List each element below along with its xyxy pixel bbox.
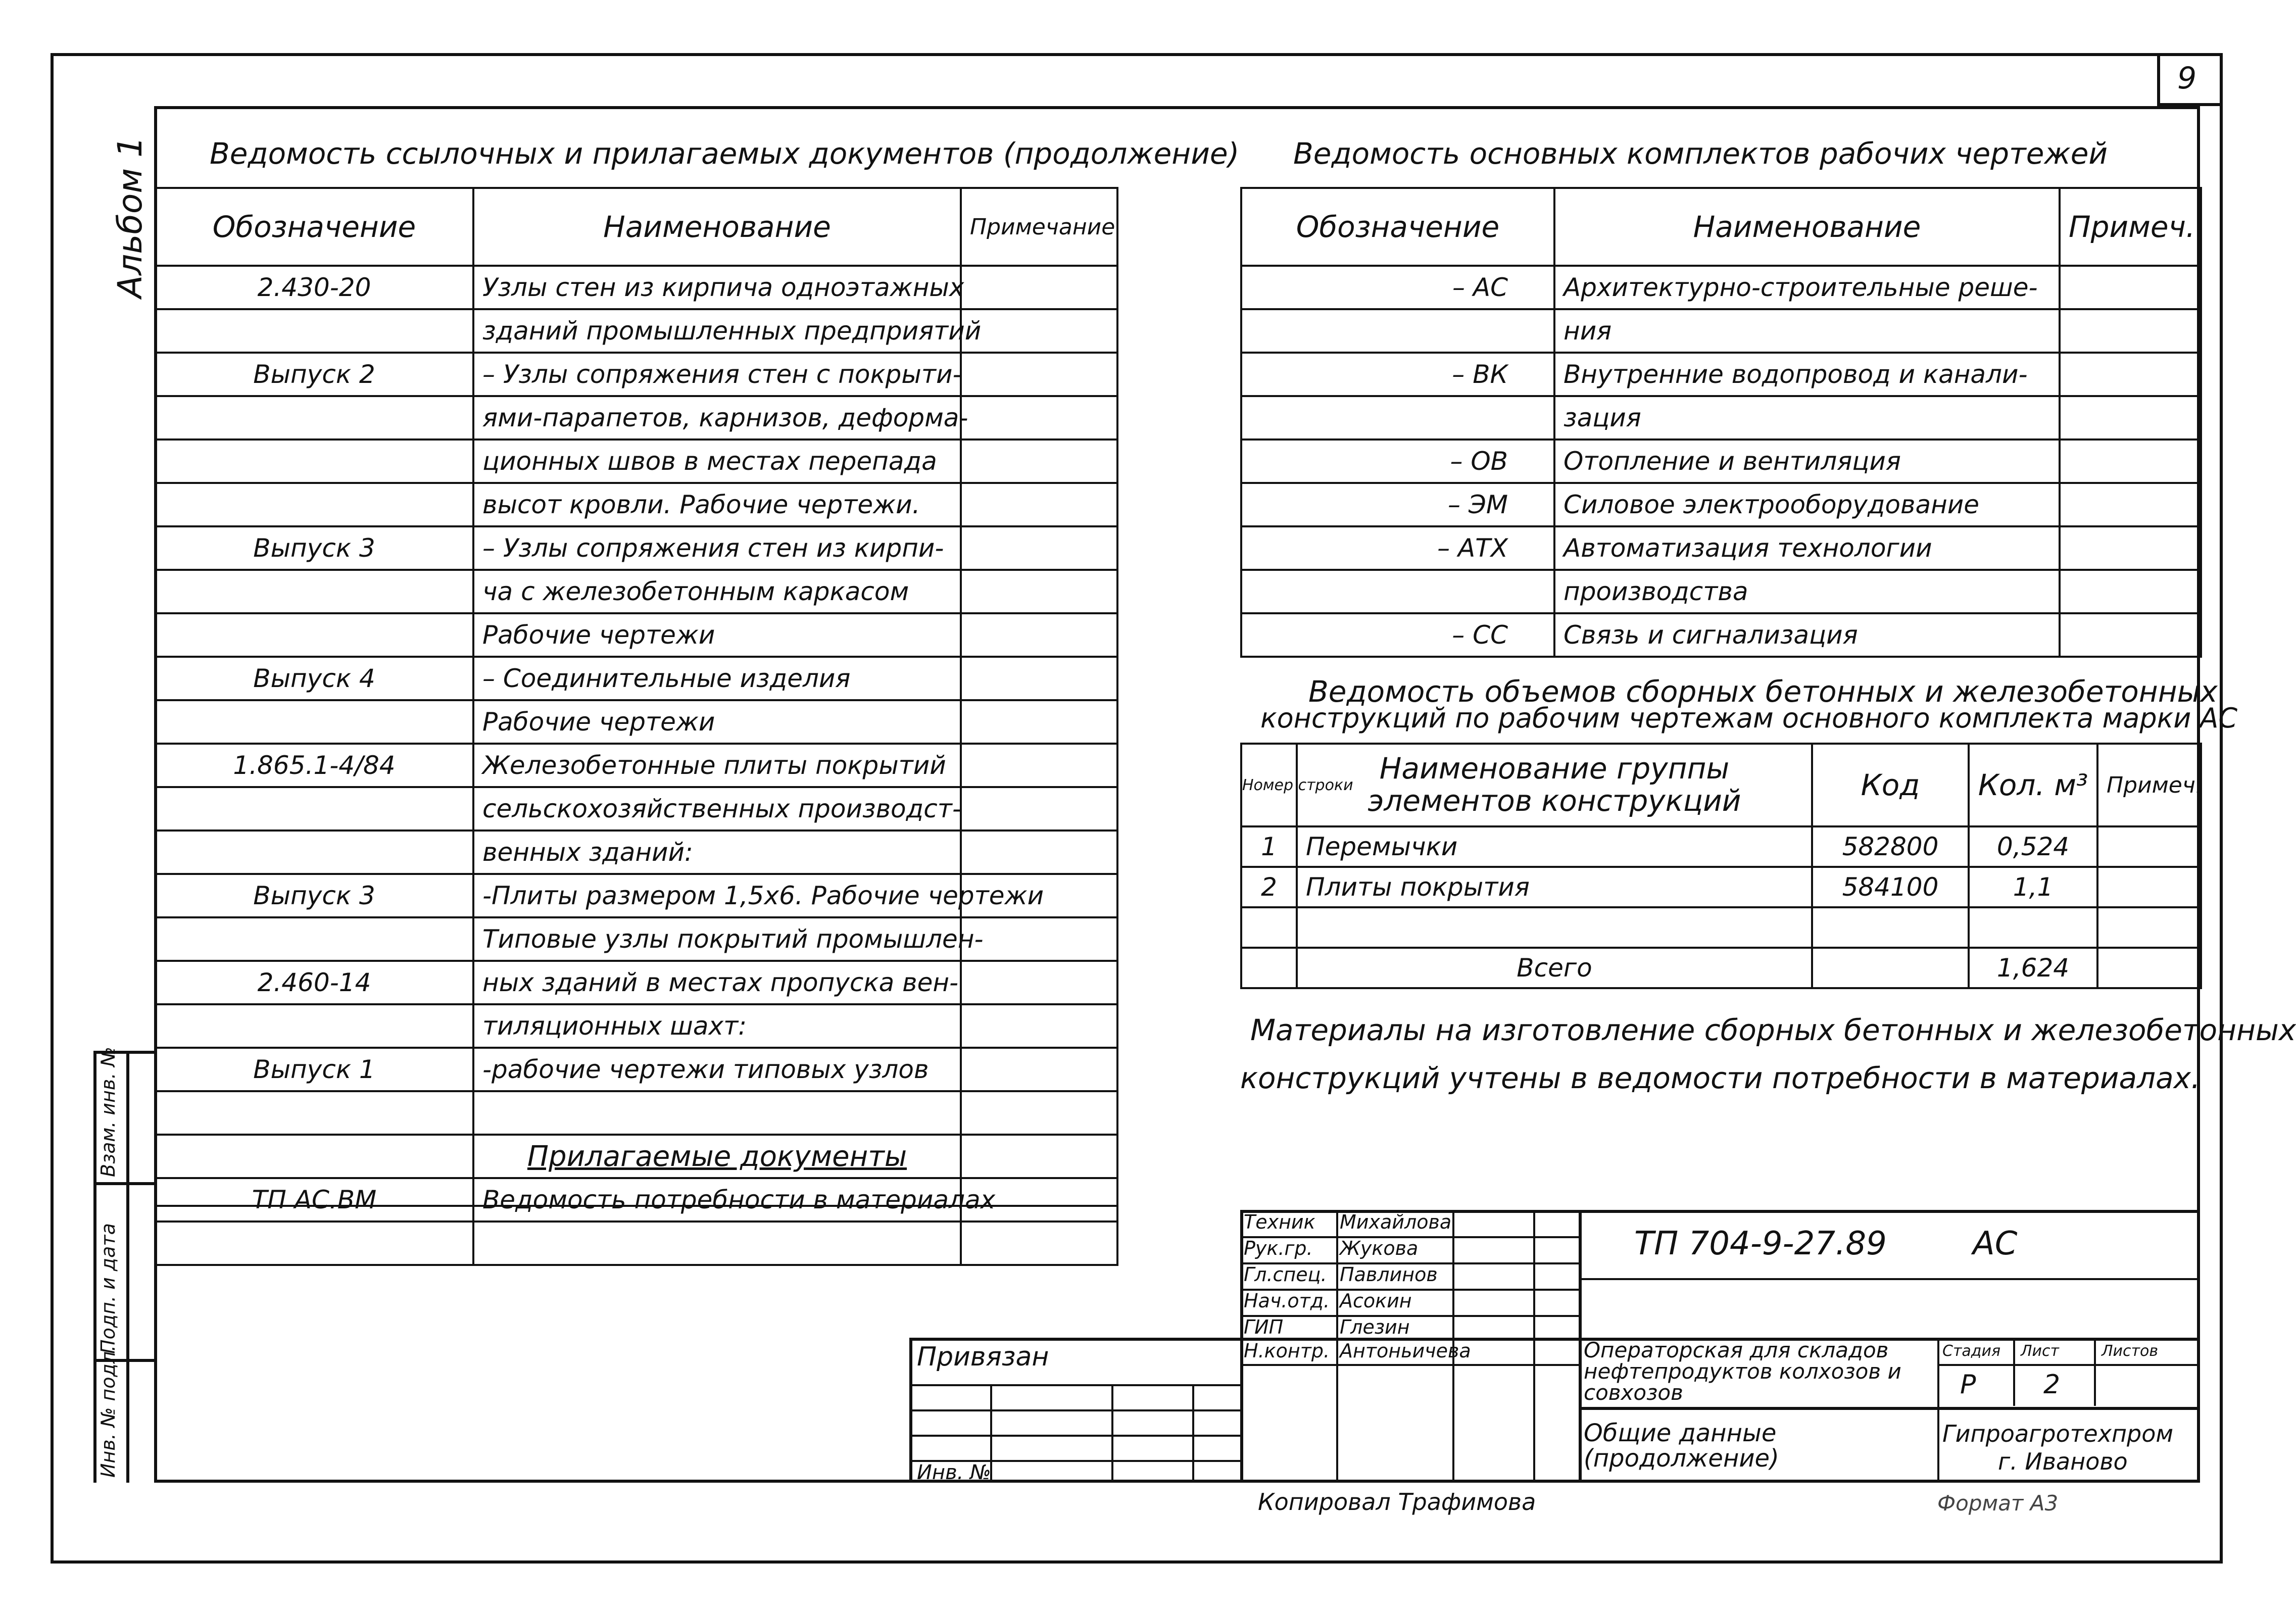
- note-cell: [961, 440, 1117, 483]
- left-table-body: [155, 266, 1117, 1265]
- group-name-cell: Плиты покрытия: [1297, 867, 1812, 907]
- note-cell: [961, 309, 1117, 353]
- rownum-cell: [1241, 948, 1297, 988]
- doc-code-line: [1579, 1278, 2200, 1280]
- designation-cell: 2.430-20: [155, 266, 473, 309]
- side-stamp-replace: Взам. инв. №: [97, 1046, 119, 1177]
- designation-cell: [155, 831, 473, 874]
- name-cell: Силовое электрооборудование: [1554, 483, 2060, 526]
- designation-cell: [1241, 570, 1554, 613]
- designation-cell: – ЭМ: [1241, 483, 1554, 526]
- note-cell: [961, 787, 1117, 831]
- left-table: [154, 187, 1118, 1266]
- sig-col3: [1533, 1210, 1535, 1483]
- designation-cell: – ОВ: [1241, 440, 1554, 483]
- note-cell: [961, 1091, 1117, 1135]
- note-cell: [961, 917, 1117, 961]
- binding-row1: [909, 1384, 1240, 1386]
- note-cell: [961, 1135, 1117, 1178]
- table-row: [1241, 440, 2201, 483]
- designation-cell: Выпуск 2: [155, 353, 473, 396]
- note-cell: [961, 657, 1117, 700]
- organization-line2: г. Иваново: [1998, 1448, 2128, 1475]
- name-cell: Отопление и вентиляция: [1554, 440, 2060, 483]
- volumes-table-body: [1241, 826, 2201, 988]
- name-cell: зданий промышленных предприятий: [473, 309, 961, 353]
- name-cell: Автоматизация технологии: [1554, 526, 2060, 570]
- rownum-cell: [1241, 907, 1297, 948]
- table-row: [155, 266, 1117, 309]
- code-cell: 582800: [1812, 826, 1969, 867]
- stage-col3: [2094, 1338, 2096, 1406]
- stage-col2: [2013, 1338, 2015, 1406]
- designation-cell: Выпуск 1: [155, 1048, 473, 1091]
- table-row: [155, 1004, 1117, 1048]
- sheet-label: Лист: [2021, 1342, 2060, 1360]
- sheets-label: Листов: [2102, 1342, 2159, 1360]
- designation-cell: [155, 700, 473, 744]
- vol-col-qty: Кол. м³: [1969, 744, 2097, 826]
- table-row: [155, 1135, 1117, 1178]
- materials-note-line2: конструкций учтены в ведомости потребности в материалах.: [1240, 1061, 2201, 1095]
- designation-cell: [155, 787, 473, 831]
- object-bottom-line: [1579, 1407, 2200, 1410]
- designation-cell: – АТХ: [1241, 526, 1554, 570]
- name-cell: ями-парапетов, карнизов, деформа-: [473, 396, 961, 440]
- note-cell: [2060, 353, 2201, 396]
- rownum-cell: 1: [1241, 826, 1297, 867]
- right-table-title: Ведомость основных комплектов рабочих чертежей: [1293, 136, 2108, 171]
- rownum-cell: 2: [1241, 867, 1297, 907]
- name-cell: Прилагаемые документы: [473, 1135, 961, 1178]
- right-table-body: [1241, 266, 2201, 657]
- name-cell: -Плиты размером 1,5х6. Рабочие чертежи: [473, 874, 961, 917]
- code-cell: 584100: [1812, 867, 1969, 907]
- name-cell: Ведомость потребности в материалах: [473, 1178, 961, 1222]
- note-cell: [961, 961, 1117, 1004]
- materials-note-line1: Материалы на изготовление сборных бетонных и железобетонных: [1250, 1013, 2296, 1047]
- table-row: [1241, 353, 2201, 396]
- table-row: [1241, 526, 2201, 570]
- designation-cell: [155, 396, 473, 440]
- left-col-name: Наименование: [473, 188, 961, 266]
- note-cell: [961, 831, 1117, 874]
- table-row: [155, 570, 1117, 613]
- designation-cell: [155, 1222, 473, 1265]
- signature-name: Жукова: [1340, 1237, 1419, 1259]
- signature-role: ГИП: [1244, 1316, 1284, 1338]
- table-row: [1241, 907, 2201, 948]
- left-area-bottom-line: [154, 1205, 1116, 1207]
- table-row: [1241, 867, 2201, 907]
- table-row: [155, 1048, 1117, 1091]
- table-row: [155, 961, 1117, 1004]
- stage-left: [1937, 1338, 1939, 1483]
- right-col-note: Примеч.: [2060, 188, 2201, 266]
- designation-cell: – ВК: [1241, 353, 1554, 396]
- designation-cell: [155, 1091, 473, 1135]
- name-cell: Рабочие чертежи: [473, 613, 961, 657]
- note-cell: [961, 613, 1117, 657]
- group-name-cell: Перемычки: [1297, 826, 1812, 867]
- note-cell: [961, 483, 1117, 526]
- designation-cell: Выпуск 4: [155, 657, 473, 700]
- note-cell: [961, 1222, 1117, 1265]
- designation-cell: [155, 483, 473, 526]
- binding-label: Привязан: [917, 1342, 1049, 1372]
- name-cell: Архитектурно-строительные реше-: [1554, 266, 2060, 309]
- left-col-designation: Обозначение: [155, 188, 473, 266]
- name-cell: ных зданий в местах пропуска вен-: [473, 961, 961, 1004]
- table-row: [155, 483, 1117, 526]
- designation-cell: – СС: [1241, 613, 1554, 657]
- group-name-cell: Всего: [1297, 948, 1812, 988]
- table-row: [155, 1222, 1117, 1265]
- binding-col2: [1111, 1384, 1113, 1483]
- volumes-title-line2: конструкций по рабочим чертежам основного комплекта марки АС: [1260, 702, 2238, 734]
- sheet-number: 9: [2177, 61, 2197, 96]
- table-row: [1241, 309, 2201, 353]
- table-row: [155, 874, 1117, 917]
- name-cell: – Узлы сопряжения стен с покрыти-: [473, 353, 961, 396]
- signature-role: Техник: [1244, 1211, 1315, 1233]
- stage-header-line: [1937, 1364, 2200, 1366]
- note-cell: [961, 526, 1117, 570]
- name-cell: ния: [1554, 309, 2060, 353]
- designation-cell: [155, 917, 473, 961]
- binding-row3: [909, 1435, 1240, 1437]
- name-cell: Типовые узлы покрытий промышлен-: [473, 917, 961, 961]
- note-cell: [2060, 483, 2201, 526]
- name-cell: [473, 1091, 961, 1135]
- designation-cell: [155, 570, 473, 613]
- note-cell: [2060, 266, 2201, 309]
- vol-col-name: Наименование группы элементов конструкций: [1297, 744, 1812, 826]
- name-cell: ционных швов в местах перепада: [473, 440, 961, 483]
- signature-name: Асокин: [1340, 1290, 1412, 1312]
- organization-line1: Гипроагротехпром: [1942, 1420, 2174, 1447]
- sheet-title: Общие данные (продолжение): [1584, 1419, 1779, 1473]
- table-row: [155, 831, 1117, 874]
- designation-cell: Выпуск 3: [155, 874, 473, 917]
- copied-by: Копировал Трафимова: [1258, 1488, 1536, 1516]
- table-row: [1241, 613, 2201, 657]
- table-row: [1241, 396, 2201, 440]
- signature-role: Нач.отд.: [1244, 1290, 1330, 1312]
- inv-label: Инв. №: [917, 1461, 991, 1484]
- signature-role: Гл.спец.: [1244, 1263, 1327, 1286]
- note-cell: [961, 396, 1117, 440]
- right-col-designation: Обозначение: [1241, 188, 1554, 266]
- vol-note-cell: [2097, 826, 2201, 867]
- doc-mark: АС: [1973, 1225, 2018, 1262]
- sig-row6: [1240, 1364, 1579, 1366]
- signature-name: Антоньичева: [1340, 1340, 1471, 1362]
- side-stamp-sign: Подп. и дата: [97, 1223, 119, 1354]
- designation-cell: 1.865.1-4/84: [155, 744, 473, 787]
- side-stamp-div1: [93, 1182, 154, 1185]
- vol-col-code: Код: [1812, 744, 1969, 826]
- volumes-title-line1: Ведомость объемов сборных бетонных и железобетонных: [1308, 674, 2218, 709]
- stage-label: Стадия: [1942, 1342, 2001, 1360]
- sheet-value: 2: [2043, 1370, 2061, 1400]
- table-row: [1241, 570, 2201, 613]
- binding-row2: [909, 1409, 1240, 1411]
- note-cell: [961, 744, 1117, 787]
- name-cell: Связь и сигнализация: [1554, 613, 2060, 657]
- name-cell: тиляционных шахт:: [473, 1004, 961, 1048]
- note-cell: [2060, 613, 2201, 657]
- designation-cell: Выпуск 3: [155, 526, 473, 570]
- binding-col3: [1192, 1384, 1194, 1483]
- title-block-left: [1240, 1210, 1243, 1483]
- code-cell: [1812, 948, 1969, 988]
- table-row: [155, 917, 1117, 961]
- note-cell: [961, 1048, 1117, 1091]
- right-table: [1240, 187, 2202, 658]
- table-row: [155, 1091, 1117, 1135]
- name-cell: – Соединительные изделия: [473, 657, 961, 700]
- signature-role: Н.контр.: [1244, 1340, 1330, 1362]
- vol-note-cell: [2097, 867, 2201, 907]
- signature-role: Рук.гр.: [1244, 1237, 1313, 1259]
- designation-cell: [155, 1135, 473, 1178]
- table-row: [155, 440, 1117, 483]
- name-cell: зация: [1554, 396, 2060, 440]
- volumes-table: [1240, 743, 2202, 989]
- name-cell: -рабочие чертежи типовых узлов: [473, 1048, 961, 1091]
- table-row: [1241, 826, 2201, 867]
- side-stamp-mid-line: [126, 1051, 129, 1483]
- vol-col-rownum: Номер строки: [1241, 744, 1297, 826]
- table-row: [155, 787, 1117, 831]
- table-row: [155, 657, 1117, 700]
- name-cell: Рабочие чертежи: [473, 700, 961, 744]
- designation-cell: [155, 309, 473, 353]
- note-cell: [961, 700, 1117, 744]
- doc-code: ТП 704-9-27.89: [1634, 1225, 1887, 1262]
- name-cell: – Узлы сопряжения стен из кирпи-: [473, 526, 961, 570]
- qty-cell: 0,524: [1969, 826, 2097, 867]
- stage-value: Р: [1960, 1370, 1976, 1400]
- signature-name: Глезин: [1340, 1316, 1410, 1338]
- title-block-sign-divider: [1579, 1210, 1582, 1483]
- vol-note-cell: [2097, 907, 2201, 948]
- name-cell: венных зданий:: [473, 831, 961, 874]
- table-row: [1241, 948, 2201, 988]
- table-row: [155, 613, 1117, 657]
- qty-cell: 1,624: [1969, 948, 2097, 988]
- signature-name: Михайлова: [1340, 1211, 1452, 1233]
- name-cell: Внутренние водопровод и канали-: [1554, 353, 2060, 396]
- note-cell: [2060, 309, 2201, 353]
- table-row: [155, 526, 1117, 570]
- table-row: [155, 353, 1117, 396]
- designation-cell: [155, 613, 473, 657]
- qty-cell: [1969, 907, 2097, 948]
- table-row: [155, 309, 1117, 353]
- note-cell: [2060, 440, 2201, 483]
- table-row: [155, 1178, 1117, 1222]
- table-row: [155, 700, 1117, 744]
- designation-cell: 2.460-14: [155, 961, 473, 1004]
- name-cell: сельскохозяйственных производст-: [473, 787, 961, 831]
- note-cell: [961, 353, 1117, 396]
- group-name-cell: [1297, 907, 1812, 948]
- table-row: [1241, 483, 2201, 526]
- note-cell: [961, 570, 1117, 613]
- format-label: Формат А3: [1937, 1491, 2059, 1516]
- name-cell: высот кровли. Рабочие чертежи.: [473, 483, 961, 526]
- side-stamp-left-line: [93, 1051, 96, 1483]
- side-stamp-inv: Инв. № подл.: [97, 1345, 119, 1478]
- designation-cell: – АС: [1241, 266, 1554, 309]
- name-cell: ча с железобетонным каркасом: [473, 570, 961, 613]
- table-row: [155, 396, 1117, 440]
- name-cell: производства: [1554, 570, 2060, 613]
- sig-col1: [1336, 1210, 1338, 1483]
- vol-note-cell: [2097, 948, 2201, 988]
- name-cell: [473, 1222, 961, 1265]
- left-table-title: Ведомость ссылочных и прилагаемых документов (продолжение): [210, 136, 1240, 171]
- designation-cell: ТП АС.ВМ: [155, 1178, 473, 1222]
- name-cell: Узлы стен из кирпича одноэтажных: [473, 266, 961, 309]
- designation-cell: [1241, 396, 1554, 440]
- code-cell: [1812, 907, 1969, 948]
- right-col-name: Наименование: [1554, 188, 2060, 266]
- vol-col-note: Примеч.: [2097, 744, 2201, 826]
- note-cell: [2060, 526, 2201, 570]
- note-cell: [2060, 570, 2201, 613]
- designation-cell: [1241, 309, 1554, 353]
- table-row: [1241, 266, 2201, 309]
- name-cell: Железобетонные плиты покрытий: [473, 744, 961, 787]
- album-label: Альбом 1: [111, 136, 150, 298]
- designation-cell: [155, 440, 473, 483]
- designation-cell: [155, 1004, 473, 1048]
- signature-name: Павлинов: [1340, 1263, 1438, 1286]
- binding-top: [909, 1338, 1240, 1341]
- note-cell: [2060, 396, 2201, 440]
- left-col-note: Примечание: [961, 188, 1117, 266]
- table-row: [155, 744, 1117, 787]
- qty-cell: 1,1: [1969, 867, 2097, 907]
- note-cell: [961, 1004, 1117, 1048]
- note-cell: [961, 266, 1117, 309]
- object-name: Операторская для складов нефтепродуктов колхозов и совхозов: [1584, 1338, 1901, 1405]
